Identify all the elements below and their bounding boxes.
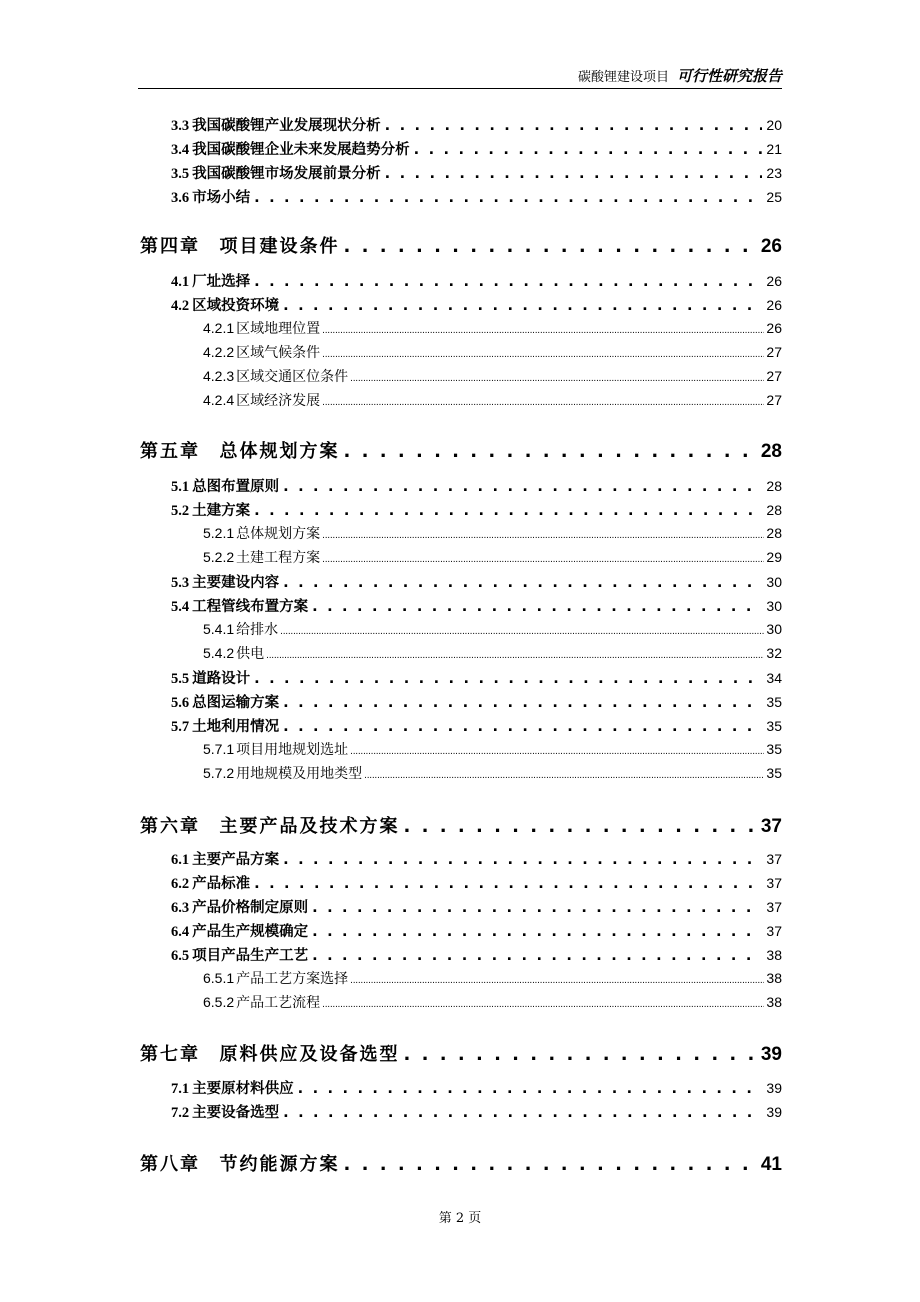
toc-section-row[interactable] bbox=[171, 715, 782, 736]
toc-dot-leader bbox=[254, 274, 762, 290]
toc-entry-label bbox=[171, 872, 250, 893]
toc-entry-number: 6.3 bbox=[171, 900, 190, 916]
toc-dot-leader bbox=[283, 479, 762, 495]
toc-page-number: 35 bbox=[766, 765, 782, 781]
toc-entry-label bbox=[171, 715, 279, 736]
toc-section-row[interactable] bbox=[171, 270, 782, 291]
toc-entry-number: 3.4 bbox=[171, 142, 190, 158]
toc-entry-number: 第五章 bbox=[140, 441, 200, 461]
toc-entry-number: 5.7.1 bbox=[203, 741, 235, 757]
toc-entry-number: 5.7 bbox=[171, 719, 190, 735]
toc-entry-number: 3.5 bbox=[171, 166, 190, 182]
toc-entry-title: 项目建设条件 bbox=[203, 236, 340, 257]
toc-page-number: 38 bbox=[766, 994, 782, 1010]
toc-entry-label bbox=[203, 366, 348, 386]
toc-dot-leader bbox=[322, 345, 764, 361]
toc-entry-title: 供电 bbox=[236, 646, 265, 662]
toc-entry-label bbox=[171, 270, 250, 291]
toc-sub-row[interactable] bbox=[203, 739, 782, 759]
toc-entry-label bbox=[140, 232, 340, 258]
toc-dot-leader bbox=[364, 766, 764, 782]
toc-entry-title: 产品生产规模确定 bbox=[192, 924, 309, 940]
toc-entry-label bbox=[171, 920, 308, 941]
toc-dot-leader bbox=[350, 971, 764, 987]
toc-section-row[interactable] bbox=[171, 595, 782, 616]
toc-sub-row[interactable] bbox=[203, 523, 782, 543]
toc-entry-label bbox=[171, 162, 381, 183]
toc-page-number: 30 bbox=[766, 598, 782, 614]
toc-dot-leader bbox=[283, 695, 762, 711]
toc-section-row[interactable] bbox=[171, 1077, 782, 1098]
toc-entry-title: 产品工艺方案选择 bbox=[236, 971, 349, 987]
toc-entry-label bbox=[171, 114, 381, 135]
toc-entry-number: 5.5 bbox=[171, 671, 190, 687]
toc-section-row[interactable] bbox=[171, 944, 782, 965]
toc-entry-label bbox=[140, 812, 400, 838]
toc-page-number: 37 bbox=[760, 816, 782, 837]
toc-section-row[interactable] bbox=[171, 896, 782, 917]
toc-page-number: 30 bbox=[766, 621, 782, 637]
toc-entry-title: 用地规模及用地类型 bbox=[236, 766, 363, 782]
toc-entry-title: 土地利用情况 bbox=[192, 719, 280, 735]
toc-chapter-row[interactable] bbox=[140, 232, 782, 258]
toc-dot-leader bbox=[404, 1044, 757, 1065]
toc-dot-leader bbox=[254, 671, 762, 687]
toc-page-number: 38 bbox=[766, 947, 782, 963]
toc-entry-number: 5.4 bbox=[171, 599, 190, 615]
toc-page-number: 30 bbox=[766, 574, 782, 590]
toc-entry-number: 7.1 bbox=[171, 1081, 190, 1097]
toc-page-number: 39 bbox=[766, 1080, 782, 1096]
toc-sub-row[interactable] bbox=[203, 643, 782, 663]
toc-section-row[interactable] bbox=[171, 499, 782, 520]
toc-entry-number: 5.3 bbox=[171, 575, 190, 591]
toc-dot-leader bbox=[344, 236, 757, 257]
toc-dot-leader bbox=[322, 550, 764, 566]
toc-chapter-row[interactable] bbox=[140, 1040, 782, 1066]
toc-dot-leader bbox=[312, 924, 762, 940]
toc-entry-label bbox=[203, 342, 320, 362]
toc-sub-row[interactable] bbox=[203, 342, 782, 362]
toc-entry-number: 5.2.2 bbox=[203, 549, 235, 565]
toc-dot-leader bbox=[312, 599, 762, 615]
toc-entry-title: 原料供应及设备选型 bbox=[203, 1044, 400, 1065]
toc-dot-leader bbox=[266, 646, 764, 662]
toc-entry-title: 总图布置原则 bbox=[192, 479, 280, 495]
toc-entry-title: 主要建设内容 bbox=[192, 575, 280, 591]
toc-entry-label bbox=[171, 294, 279, 315]
toc-entry-number: 第六章 bbox=[140, 816, 200, 836]
toc-section-row[interactable] bbox=[171, 667, 782, 688]
toc-sub-row[interactable] bbox=[203, 968, 782, 988]
toc-entry-label bbox=[203, 390, 320, 410]
toc-entry-label bbox=[203, 968, 348, 988]
toc-dot-leader bbox=[344, 441, 757, 462]
toc-entry-title: 工程管线布置方案 bbox=[192, 599, 309, 615]
toc-chapter-row[interactable] bbox=[140, 1150, 782, 1176]
toc-entry-number: 6.2 bbox=[171, 876, 190, 892]
toc-entry-label bbox=[203, 547, 320, 567]
toc-entry-number: 4.2.3 bbox=[203, 368, 235, 384]
toc-entry-number: 第八章 bbox=[140, 1154, 200, 1174]
toc-page-number: 28 bbox=[766, 478, 782, 494]
toc-page-number: 26 bbox=[766, 273, 782, 289]
toc-chapter-row[interactable] bbox=[140, 812, 782, 838]
toc-entry-number: 5.4.1 bbox=[203, 621, 235, 637]
toc-section-row[interactable] bbox=[171, 294, 782, 315]
toc-dot-leader bbox=[283, 852, 762, 868]
toc-dot-leader bbox=[283, 575, 762, 591]
toc-entry-label bbox=[171, 848, 279, 869]
toc-dot-leader bbox=[385, 166, 763, 182]
toc-entry-title: 总体规划方案 bbox=[203, 441, 340, 462]
toc-entry-title: 节约能源方案 bbox=[203, 1154, 340, 1175]
toc-entry-title: 项目产品生产工艺 bbox=[192, 948, 309, 964]
toc-entry-title: 产品标准 bbox=[192, 876, 251, 892]
toc-page-number: 26 bbox=[766, 320, 782, 336]
toc-entry-label bbox=[171, 896, 308, 917]
toc-sub-row[interactable] bbox=[203, 992, 782, 1012]
toc-entry-title: 市场小结 bbox=[192, 190, 251, 206]
toc-page-number: 20 bbox=[766, 117, 782, 133]
toc-sub-row[interactable] bbox=[203, 366, 782, 386]
toc-section-row[interactable] bbox=[171, 848, 782, 869]
toc-entry-title: 道路设计 bbox=[192, 671, 251, 687]
toc-dot-leader bbox=[385, 118, 763, 134]
toc-page-number: 37 bbox=[766, 899, 782, 915]
toc-page-number: 37 bbox=[766, 851, 782, 867]
toc-entry-title: 主要设备选型 bbox=[192, 1105, 280, 1121]
toc-entry-label bbox=[171, 691, 279, 712]
toc-page-number: 27 bbox=[766, 344, 782, 360]
toc-dot-leader bbox=[283, 1105, 762, 1121]
toc-section-row[interactable] bbox=[171, 920, 782, 941]
toc-entry-title: 总图运输方案 bbox=[192, 695, 280, 711]
toc-entry-number: 5.1 bbox=[171, 479, 190, 495]
toc-page-number: 37 bbox=[766, 923, 782, 939]
toc-dot-leader bbox=[254, 190, 762, 206]
toc-dot-leader bbox=[254, 876, 762, 892]
page-footer: 第 2 页 bbox=[438, 1211, 482, 1226]
toc-section-row[interactable] bbox=[171, 162, 782, 183]
toc-section-row[interactable] bbox=[171, 691, 782, 712]
header-doc-name: 碳酸锂建设项目 bbox=[577, 70, 669, 85]
toc-entry-number: 6.1 bbox=[171, 852, 190, 868]
toc-page-number: 28 bbox=[766, 502, 782, 518]
toc-section-row[interactable] bbox=[171, 138, 782, 159]
toc-sub-row[interactable] bbox=[203, 763, 782, 783]
toc-dot-leader bbox=[350, 369, 764, 385]
toc-entry-title: 区域经济发展 bbox=[236, 393, 321, 409]
toc-dot-leader bbox=[283, 719, 762, 735]
toc-entry-label bbox=[171, 944, 308, 965]
toc-page-number: 21 bbox=[766, 141, 782, 157]
toc-page-number: 35 bbox=[766, 718, 782, 734]
toc-page-number: 28 bbox=[760, 441, 782, 462]
toc-entry-label bbox=[203, 619, 278, 639]
toc-page-number: 26 bbox=[766, 297, 782, 313]
toc-dot-leader bbox=[322, 526, 764, 542]
toc-entry-title: 区域地理位置 bbox=[236, 321, 321, 337]
toc-page-number: 26 bbox=[760, 236, 782, 257]
toc-sub-row[interactable] bbox=[203, 547, 782, 567]
toc-entry-number: 7.2 bbox=[171, 1105, 190, 1121]
toc-dot-leader bbox=[322, 321, 764, 337]
toc-section-row[interactable] bbox=[171, 1101, 782, 1122]
toc-dot-leader bbox=[254, 503, 762, 519]
toc-entry-title: 厂址选择 bbox=[192, 274, 251, 290]
toc-dot-leader bbox=[350, 742, 764, 758]
toc-section-row[interactable] bbox=[171, 872, 782, 893]
toc-entry-label bbox=[140, 1040, 400, 1066]
toc-entry-number: 4.1 bbox=[171, 274, 190, 290]
toc-sub-row[interactable] bbox=[203, 619, 782, 639]
toc-entry-number: 4.2 bbox=[171, 298, 190, 314]
toc-entry-number: 4.2.1 bbox=[203, 320, 235, 336]
toc-dot-leader bbox=[404, 816, 757, 837]
toc-page-number: 39 bbox=[760, 1044, 782, 1065]
toc-entry-label bbox=[203, 763, 362, 783]
page-header bbox=[138, 64, 782, 89]
toc-entry-number: 5.7.2 bbox=[203, 765, 235, 781]
toc-dot-leader bbox=[280, 622, 764, 638]
toc-entry-title: 产品工艺流程 bbox=[236, 995, 321, 1011]
toc-entry-title: 主要产品及技术方案 bbox=[203, 816, 400, 837]
toc-dot-leader bbox=[312, 948, 762, 964]
toc-page-number: 35 bbox=[766, 741, 782, 757]
toc-entry-number: 6.5.1 bbox=[203, 970, 235, 986]
toc-entry-title: 区域交通区位条件 bbox=[236, 369, 349, 385]
toc-entry-label bbox=[171, 1101, 279, 1122]
toc-entry-label bbox=[171, 1077, 294, 1098]
toc-entry-title: 给排水 bbox=[236, 622, 279, 638]
toc-sub-row[interactable] bbox=[203, 318, 782, 338]
toc-entry-label bbox=[203, 523, 320, 543]
toc-page-number: 34 bbox=[766, 670, 782, 686]
toc-entry-number: 5.2.1 bbox=[203, 525, 235, 541]
toc-entry-number: 6.4 bbox=[171, 924, 190, 940]
toc-dot-leader bbox=[312, 900, 762, 916]
toc-entry-label bbox=[171, 186, 250, 207]
toc-entry-label bbox=[171, 595, 308, 616]
toc-entry-number: 5.4.2 bbox=[203, 645, 235, 661]
toc-dot-leader bbox=[414, 142, 763, 158]
toc-section-row[interactable] bbox=[171, 186, 782, 207]
toc-entry-number: 4.2.2 bbox=[203, 344, 235, 360]
toc-entry-number: 6.5 bbox=[171, 948, 190, 964]
toc-entry-title: 我国碳酸锂产业发展现状分析 bbox=[192, 118, 381, 134]
toc-entry-label bbox=[171, 499, 250, 520]
toc-chapter-row[interactable] bbox=[140, 437, 782, 463]
toc-entry-label bbox=[203, 318, 320, 338]
toc-page-number: 38 bbox=[766, 970, 782, 986]
toc-section-row[interactable] bbox=[171, 571, 782, 592]
toc-entry-title: 区域气候条件 bbox=[236, 345, 321, 361]
toc-entry-number: 6.5.2 bbox=[203, 994, 235, 1010]
toc-dot-leader bbox=[283, 298, 762, 314]
toc-entry-title: 区域投资环境 bbox=[192, 298, 280, 314]
toc-page-number: 32 bbox=[766, 645, 782, 661]
toc-entry-number: 第四章 bbox=[140, 236, 200, 256]
toc-entry-label bbox=[171, 138, 410, 159]
toc-entry-number: 5.6 bbox=[171, 695, 190, 711]
toc-entry-number: 5.2 bbox=[171, 503, 190, 519]
toc-entry-label bbox=[171, 571, 279, 592]
toc-entry-label bbox=[203, 992, 320, 1012]
toc-entry-number: 4.2.4 bbox=[203, 392, 235, 408]
toc-entry-title: 土建方案 bbox=[192, 503, 251, 519]
header-doc-type: 可行性研究报告 bbox=[676, 67, 782, 85]
toc-section-row[interactable] bbox=[171, 114, 782, 135]
toc-entry-title: 我国碳酸锂市场发展前景分析 bbox=[192, 166, 381, 182]
toc-entry-title: 产品价格制定原则 bbox=[192, 900, 309, 916]
toc-entry-label bbox=[203, 643, 264, 663]
toc-page-number: 27 bbox=[766, 392, 782, 408]
toc-entry-title: 我国碳酸锂企业未来发展趋势分析 bbox=[192, 142, 410, 158]
toc-page-number: 25 bbox=[766, 189, 782, 205]
toc-entry-number: 3.6 bbox=[171, 190, 190, 206]
toc-dot-leader bbox=[322, 995, 764, 1011]
toc-entry-number: 第七章 bbox=[140, 1044, 200, 1064]
toc-entry-title: 土建工程方案 bbox=[236, 550, 321, 566]
toc-page-number: 28 bbox=[766, 525, 782, 541]
toc-entry-label bbox=[140, 1150, 340, 1176]
toc-dot-leader bbox=[298, 1081, 763, 1097]
toc-dot-leader bbox=[344, 1154, 757, 1175]
toc-page-number: 27 bbox=[766, 368, 782, 384]
toc-sub-row[interactable] bbox=[203, 390, 782, 410]
toc-page-number: 41 bbox=[760, 1154, 782, 1175]
toc-entry-title: 总体规划方案 bbox=[236, 526, 321, 542]
toc-entry-title: 主要原材料供应 bbox=[192, 1081, 294, 1097]
toc-page-number: 39 bbox=[766, 1104, 782, 1120]
toc-page-number: 29 bbox=[766, 549, 782, 565]
toc-entry-label bbox=[140, 437, 340, 463]
toc-entry-label bbox=[171, 667, 250, 688]
toc-entry-title: 项目用地规划选址 bbox=[236, 742, 349, 758]
toc-entry-label bbox=[203, 739, 348, 759]
toc-entry-label bbox=[171, 475, 279, 496]
toc-page-number: 35 bbox=[766, 694, 782, 710]
toc-page-number: 37 bbox=[766, 875, 782, 891]
toc-entry-number: 3.3 bbox=[171, 118, 190, 134]
toc-entry-title: 主要产品方案 bbox=[192, 852, 280, 868]
toc-dot-leader bbox=[322, 393, 764, 409]
toc-page-number: 23 bbox=[766, 165, 782, 181]
toc-section-row[interactable] bbox=[171, 475, 782, 496]
